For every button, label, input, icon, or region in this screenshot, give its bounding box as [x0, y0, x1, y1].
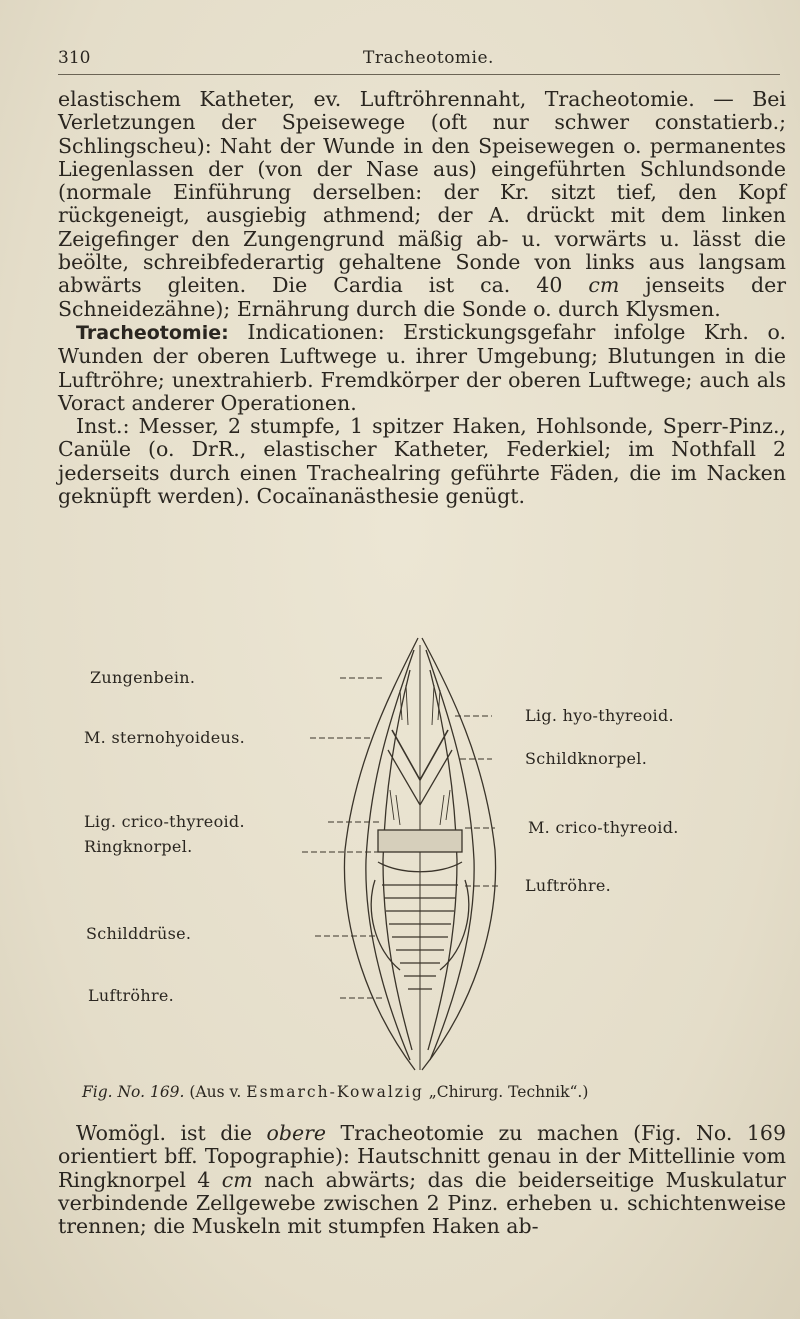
label-luftroehre-left: Luftröhre. — [88, 986, 175, 1005]
paragraph-text: jenseits der Schneidezähne); Ernährung durch die Sonde o. durch Klysmen. — [58, 273, 786, 321]
paragraph — [58, 321, 786, 415]
section-heading: Tracheotomie: — [76, 321, 229, 344]
label-luftroehre-right: Luftröhre. — [525, 876, 612, 895]
label-schildknorpel: Schildknorpel. — [525, 749, 648, 768]
caption-source: „Chirurg. Technik“.) — [423, 1083, 589, 1101]
paragraph — [58, 1122, 786, 1238]
emphasis: obere — [266, 1121, 327, 1145]
paragraph — [58, 415, 786, 508]
label-lig-crico-thyreoid: Lig. crico-thyreoid. — [84, 812, 245, 831]
label-zungenbein: Zungenbein. — [90, 668, 196, 687]
label-ringknorpel: Ringknorpel. — [84, 837, 193, 856]
caption-text: (Aus v. — [184, 1083, 247, 1101]
paragraph-text: Indicationen: Erstickungsgefahr infolge Krh. o. Wunden der oberen Luftwege u. ihrer Umgebung; Blutungen in die Luftröhre; unextrahierb. Fremdkörper der oberen Luftwege; auch als Voract anderer Operationen. — [58, 319, 786, 415]
page-number: 310 — [58, 48, 91, 68]
paragraph-text: nach abwärts; das die beiderseitige Muskulatur verbindende Zellgewebe zwischen 2 Pinz. erheben u. schichtenweise trennen; die Muskeln mit stumpfen Haken ab- — [58, 1167, 786, 1239]
page-header — [58, 48, 780, 75]
label-schilddruese: Schilddrüse. — [86, 924, 192, 943]
larynx-trachea-illustration — [40, 630, 780, 1090]
unit: cm — [221, 1167, 253, 1192]
body-text-bottom — [58, 1122, 786, 1238]
figure-caption — [82, 1083, 782, 1101]
caption-figure-number: Fig. No. 169. — [82, 1083, 185, 1101]
unit: cm — [588, 273, 620, 298]
paragraph — [58, 88, 786, 321]
paragraph-text: Womögl. ist die — [76, 1121, 267, 1145]
body-text-top — [58, 88, 786, 508]
caption-author: Esmarch-Kowalzig — [246, 1083, 424, 1101]
paragraph-text: Inst.: Messer, 2 stumpfe, 1 spitzer Haken, Hohlsonde, Sperr-Pinz., Canüle (o. DrR., elastischer Katheter, Federkiel; im Nothfall 2 jederseits durch einen Trachealring geführte Fäden, die im Nacken geknüpft werden). Cocaïnanästhesie genügt. — [58, 414, 786, 509]
label-m-sternohyoideus: M. sternohyoideus. — [84, 728, 246, 747]
anatomical-figure — [40, 630, 780, 1090]
label-m-crico-thyreoid: M. crico-thyreoid. — [528, 818, 679, 837]
label-lig-hyo-thyreoid: Lig. hyo-thyreoid. — [525, 706, 674, 725]
paragraph-text: elastischem Katheter, ev. Luftröhrennaht, Tracheotomie. — Bei Verletzungen der Speisewege (oft nur schwer constatierb.; Schlingscheu): Naht der Wunde in den Speisewegen o. permanentes Liegenlassen der (von der Nase aus) eingeführten Schlundsonde (normale Einführung derselben: der Kr. sitzt tief, den Kopf rückgeneigt, ausgiebig athmend; der A. drückt mit dem linken Zeigefinger den Zungengrund mäßig ab- u. vorwärts u. lässt die beölte, schreibfederartig gehaltene Sonde von links aus langsam abwärts gleiten. Die Cardia ist ca. 40 — [58, 87, 786, 298]
running-title: Tracheotomie. — [363, 48, 494, 68]
paragraph-text: Tracheotomie zu machen (Fig. No. 169 orientiert bff. Topographie): Hautschnitt genau in der Mittellinie vom Ringknorpel 4 — [58, 1121, 786, 1192]
